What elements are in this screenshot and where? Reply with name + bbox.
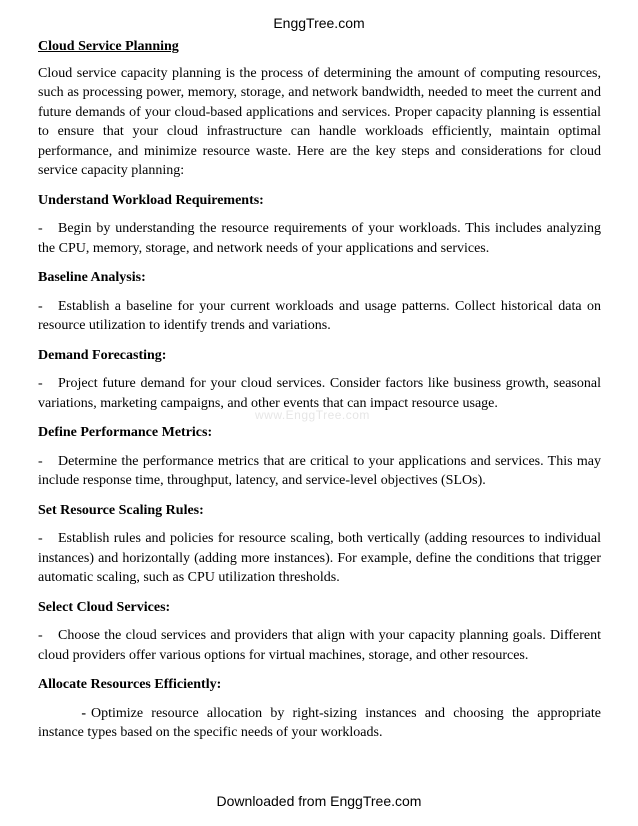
section-text: Optimize resource allocation by right-sizing instances and choosing the appropriate instance types based on the specific needs of your workloads.	[38, 705, 601, 740]
section-heading: Demand Forecasting:	[38, 347, 167, 363]
site-footer: Downloaded from EnggTree.com	[216, 793, 422, 809]
section-heading: Select Cloud Services:	[38, 599, 171, 615]
section-heading: Define Performance Metrics:	[38, 425, 213, 440]
document-title: Cloud Service Planning	[38, 39, 179, 54]
section-text: Establish a baseline for your current workloads and usage patterns. Collect historical data on resource utilization to identify trends and variations.	[38, 298, 601, 333]
section-heading: Set Resource Scaling Rules:	[38, 502, 204, 518]
section-item	[38, 529, 601, 588]
bullet-dash: -	[38, 531, 43, 546]
section-text: Establish rules and policies for resource scaling, both vertically (adding resources to individual instances) and horizontally (adding more instances). For example, define the conditions that trigger automatic scaling, such as CPU utilization thresholds.	[38, 531, 601, 585]
section-heading: Understand Workload Requirements:	[38, 192, 264, 208]
section-text: Project future demand for your cloud services. Consider factors like business growth, seasonal variations, marketing campaigns, and other events that can impact resource usage.	[38, 376, 601, 411]
bullet-dash: -	[38, 376, 43, 391]
section-item	[38, 374, 601, 413]
bullet-dash: -	[38, 221, 43, 236]
bullet-dash: -	[81, 705, 86, 721]
bullet-dash: -	[38, 453, 43, 469]
section-item	[38, 297, 601, 336]
document-body	[38, 37, 601, 753]
watermark: www.EnggTree.com	[255, 408, 370, 422]
section-item	[38, 219, 601, 258]
section-heading: Baseline Analysis:	[38, 270, 146, 285]
section-heading: Allocate Resources Efficiently:	[38, 677, 222, 692]
section-text: Begin by understanding the resource requirements of your workloads. This includes analyzing the CPU, memory, storage, and network needs of your applications and services.	[38, 221, 601, 256]
section-text: Choose the cloud services and providers that align with your capacity planning goals. Different cloud providers offer various options for virtual machines, storage, and other resources.	[38, 628, 601, 663]
section-text: Determine the performance metrics that are critical to your applications and services. This may include response time, throughput, latency, and service-level objectives (SLOs).	[38, 453, 601, 488]
section-item	[38, 452, 601, 491]
bullet-dash: -	[38, 298, 43, 314]
site-header: EnggTree.com	[273, 15, 365, 31]
intro-paragraph: Cloud service capacity planning is the process of determining the amount of computing resources, such as processing power, memory, storage, and network bandwidth, needed to meet the current and future demands of your cloud-based applications and services. Proper capacity planning is essential to ensure that your cloud infrastructure can handle workloads efficiently, maintain optimal performance, and minimize resource waste. Here are the key steps and considerations for cloud service capacity planning:	[38, 65, 601, 178]
bullet-dash: -	[38, 628, 43, 643]
section-item	[38, 704, 601, 743]
section-item	[38, 626, 601, 665]
